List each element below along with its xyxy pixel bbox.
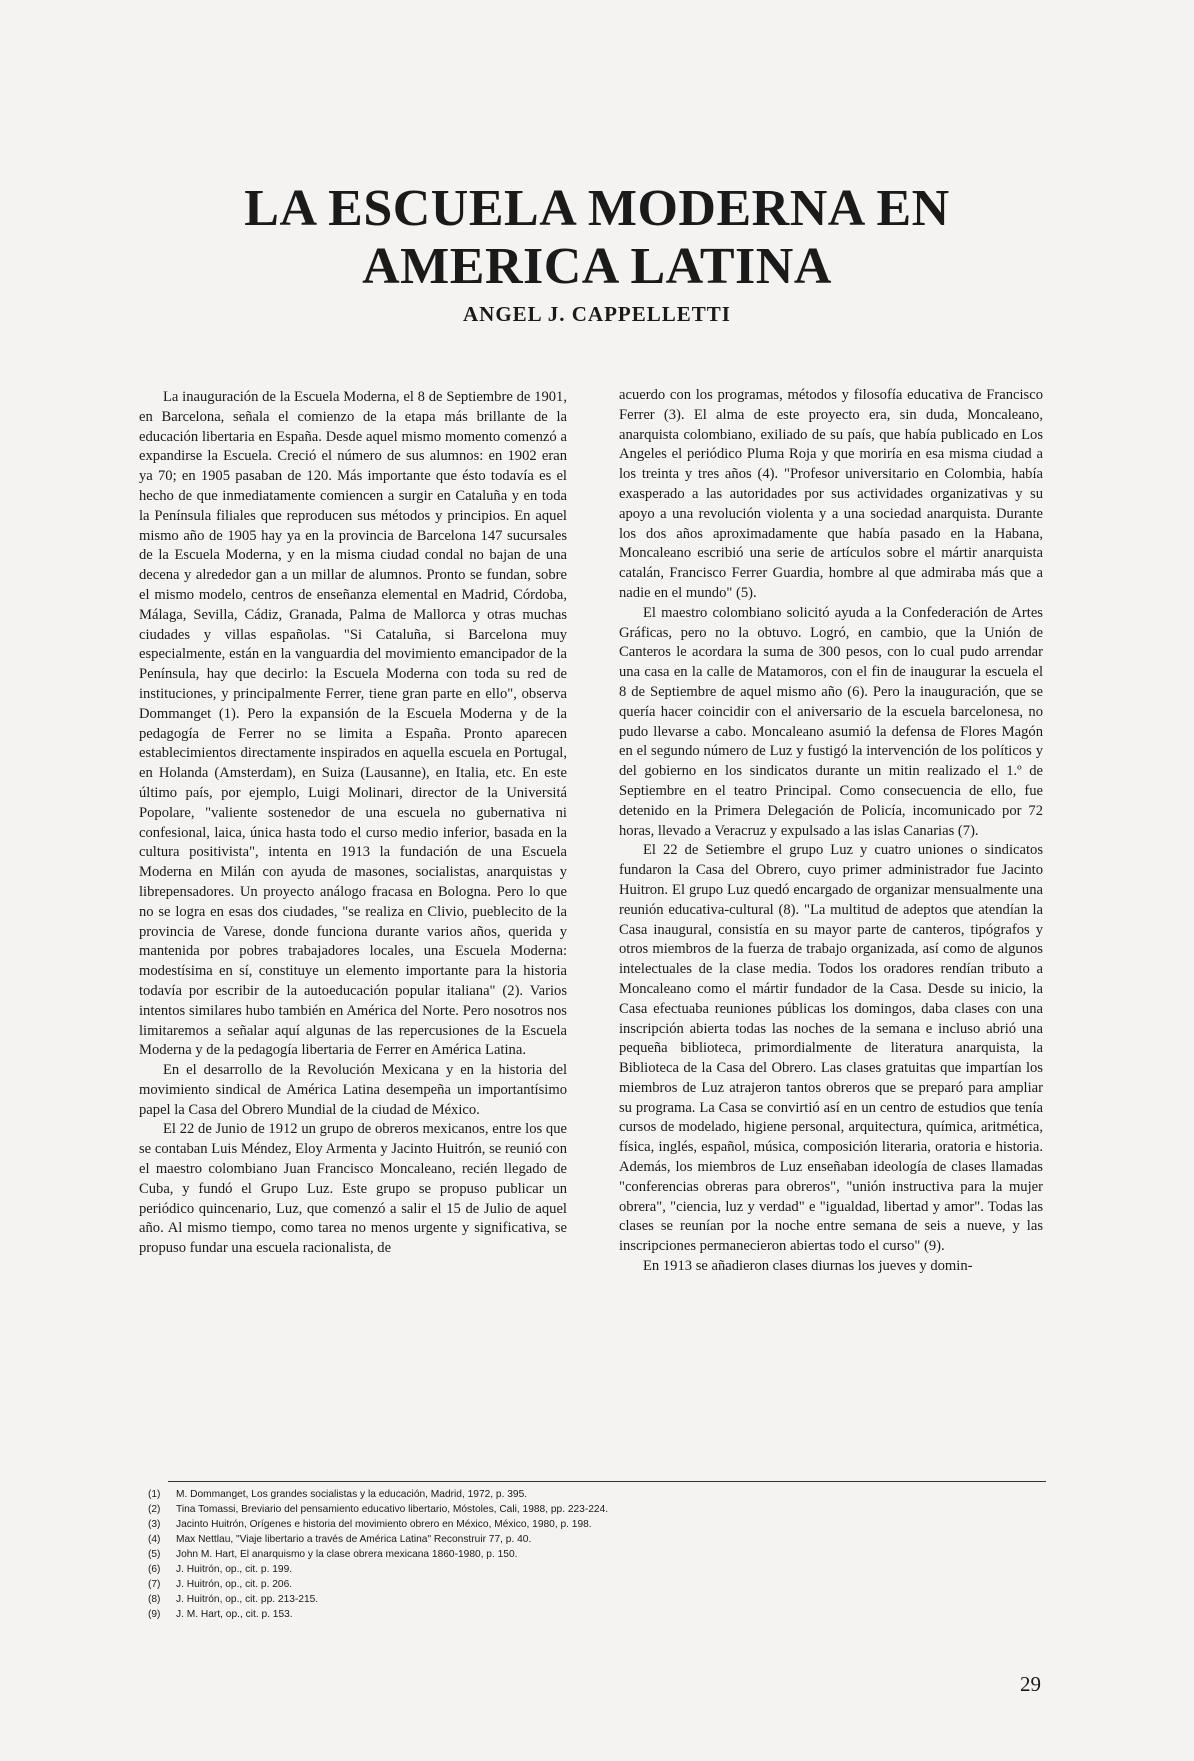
footnote-text: M. Dommanget, Los grandes socialistas y la educación, Madrid, 1972, p. 395.: [176, 1489, 528, 1500]
footnote-text: Tina Tomassi, Breviario del pensamiento educativo libertario, Móstoles, Cali, 1988, pp. 223-224.: [176, 1504, 609, 1515]
right-column: [619, 386, 1043, 1277]
footnote: [148, 1592, 1048, 1607]
footnote: [148, 1547, 1048, 1562]
footnote-number: (9): [148, 1609, 161, 1620]
footnote-text: J. M. Hart, op., cit. p. 153.: [176, 1609, 293, 1620]
footnote: [148, 1487, 1048, 1502]
left-paragraph-1: La inauguración de la Escuela Moderna, el 8 de Septiembre de 1901, en Barcelona, señala el comienzo de la etapa más brillante de la educación libertaria en España. Desde aquel mismo momento comenzó a expandirse la Escuela. Creció el número de sus alumnos: en 1902 eran ya 70; en 1905 pasaban de 120. Más importante que ésto todavía es el hecho de que inmediatamente comiencen a surgir en Cataluña y en toda la Península filiales que reproducen sus métodos y principios. En aquel mismo año de 1905 hay ya en la provincia de Barcelona 147 sucursales de la Escuela Moderna, y en la misma ciudad condal no bajan de una decena y alrededor gan a un millar de alumnos. Pronto se fundan, sobre el mismo modelo, centros de enseñanza elemental en Madrid, Córdoba, Málaga, Sevilla, Cádiz, Granada, Palma de Mallorca y otras muchas ciudades y villas españolas. "Si Cataluña, si Barcelona muy especialmente, están en la vanguardia del movimiento emancipador de la Península, hay que decirlo: la Escuela Moderna con toda su red de instituciones, y principalmente Ferrer, tiene gran parte en ello", observa Dommanget (1). Pero la expansión de la Escuela Moderna y de la pedagogía de Ferrer no se limita a España. Pronto aparecen establecimientos directamente inspirados en aquella escuela en Portugal, en Holanda (Amsterdam), en Suiza (Lausanne), en Italia, etc. En este último país, por ejemplo, Luigi Molinari, director de la Universitá Popolare, "valiente sostenedor de una escuela no gubernativa ni confesional, laica, única hasta todo el curso medio inferior, basada en la cultura positivista", intenta en 1913 la fundación de una Escuela Moderna en Milán con ayuda de masones, socialistas, anarquistas y librepensadores. Un proyecto análogo fracasa en Bologna. Pero lo que no se logra en esas dos ciudades, "se realiza en Clivio, pueblecito de la provincia de Varese, donde funciona durante varios años, querida y mantenida por pobres trabajadores locales, una Escuela Moderna: modestísima en sí, constituye un elemento importante para la historia todavía por escribir de la autoeducación popular italiana" (2). Varios intentos similares hubo también en América del Norte. Pero nosotros nos limitaremos a señalar aquí algunas de las repercusiones de la Escuela Moderna y de la pedagogía libertaria de Ferrer en América Latina.: [139, 389, 567, 1059]
footnote-text: Jacinto Huitrón, Orígenes e historia del movimiento obrero en México, México, 1980, p. 198.: [176, 1519, 592, 1530]
footnote: [148, 1517, 1048, 1532]
footnote-text: J. Huitrón, op., cit. pp. 213-215.: [176, 1594, 319, 1605]
title-line-2: AMERICA LATINA: [362, 238, 832, 295]
page-number: 29: [1020, 1672, 1041, 1696]
footnote-number: (4): [148, 1534, 161, 1545]
footnote-number: (5): [148, 1549, 161, 1560]
footnote-number: (6): [148, 1564, 161, 1575]
left-paragraph-3: El 22 de Junio de 1912 un grupo de obreros mexicanos, entre los que se contaban Luis Méndez, Eloy Armenta y Jacinto Huitrón, se reunió con el maestro colombiano Juan Francisco Moncaleano, recién llegado de Cuba, y fundó el Grupo Luz. Este grupo se propuso publicar un periódico quincenario, Luz, que comenzó a salir el 15 de Julio de aquel año. Al mismo tiempo, como tarea no menos urgente y significativa, se propuso fundar una escuela racionalista, de: [139, 1121, 567, 1257]
footnote-number: (1): [148, 1489, 161, 1500]
footnote-number: (7): [148, 1579, 161, 1590]
footnote-number: (8): [148, 1594, 161, 1605]
right-paragraph-3: El 22 de Setiembre el grupo Luz y cuatro uniones o sindicatos fundaron la Casa del Obrero, cuyo primer administrador fue Jacinto Huitron. El grupo Luz quedó encargado de organizar mensualmente una reunión educativa-cultural (8). "La multitud de adeptos que atendían la Casa inaugural, consistía en su mayor parte de canteros, tipógrafos y otros miembros de la fuerza de trabajo organizada, así como de algunos intelectuales de la clase media. Todos los oradores rendían tributo a Moncaleano como el mártir fundador de la Casa. Desde su inicio, la Casa efectuaba reuniones públicas los domingos, daba clases con una inscripción abierta todas las noches de la semana e incluso abrió una pequeña biblioteca, primordialmente de literatura anarquista, la Biblioteca de la Casa del Obrero. Las clases gratuitas que impartían los miembros de Luz atrajeron tantos obreros que se preparó para ampliar su programa. La Casa se convirtió así en un centro de estudios que tenía cursos de modelado, higiene personal, arquitectura, química, aritmética, física, inglés, español, música, composición literaria, oratoria e historia. Además, los miembros de Luz enseñaban ideología de clases llamadas "conferencias obreras para obreros", "unión instructiva para la mujer obrera", "ciencia, luz y verdad" e "igualdad, libertad y amor". Todas las clases se reunían por la noche entre semana de seis a nueve, y las inscripciones permanecieron abiertas todo el curso" (9).: [619, 842, 1043, 1255]
footnote: [148, 1577, 1048, 1592]
left-column: [139, 388, 567, 1259]
footnote: [148, 1532, 1048, 1547]
right-paragraph-1: acuerdo con los programas, métodos y filosofía educativa de Francisco Ferrer (3). El alma de este proyecto era, sin duda, Moncaleano, anarquista colombiano, exiliado de su país, que había publicado en Los Angeles el periódico Pluma Roja y que moriría en esa misma ciudad a los treinta y tres años (4). "Profesor universitario en Colombia, había exasperado a las autoridades por sus actividades organizativas y su apoyo a una revolución violenta y a una sociedad anarquista. Durante los dos años aproximadamente que había pasado en la Habana, Moncaleano escribió una serie de artículos sobre el mártir anarquista catalán, Francisco Ferrer Guardia, hombre al que admiraba más que a nadie en el mundo" (5).: [619, 387, 1043, 601]
right-paragraph-4: En 1913 se añadieron clases diurnas los jueves y domin-: [643, 1258, 973, 1275]
footnote: [148, 1562, 1048, 1577]
article-title: [0, 180, 1194, 296]
left-paragraph-2: En el desarrollo de la Revolución Mexicana y en la historia del movimiento sindical de América Latina desempeña un importantísimo papel la Casa del Obrero Mundial de la ciudad de México.: [139, 1062, 567, 1118]
footnotes-list: [148, 1487, 1048, 1622]
footnote-number: (2): [148, 1504, 161, 1515]
article-author: ANGEL J. CAPPELLETTI: [463, 302, 731, 326]
footnote-divider: [168, 1481, 1046, 1482]
title-line-1: LA ESCUELA MODERNA EN: [244, 180, 950, 237]
footnote-text: Max Nettlau, "Viaje libertario a través de América Latina" Reconstruir 77, p. 40.: [176, 1534, 532, 1545]
footnote-text: J. Huitrón, op., cit. p. 206.: [176, 1579, 293, 1590]
footnote-text: J. Huitrón, op., cit. p. 199.: [176, 1564, 293, 1575]
footnote-text: John M. Hart, El anarquismo y la clase obrera mexicana 1860-1980, p. 150.: [176, 1549, 518, 1560]
footnote: [148, 1502, 1048, 1517]
footnote: [148, 1607, 1048, 1622]
footnote-number: (3): [148, 1519, 161, 1530]
right-paragraph-2: El maestro colombiano solicitó ayuda a la Confederación de Artes Gráficas, pero no la obtuvo. Logró, en cambio, que la Unión de Canteros le acordara la suma de 300 pesos, con lo cual pudo arrendar una casa en la calle de Matamoros, con el fin de inaugurar la escuela el 8 de Septiembre de aquel mismo año (6). Pero la inauguración, que se quería hacer coincidir con el aniversario de la escuela barcelonesa, no pudo llevarse a cabo. Moncaleano asumió la defensa de Flores Magón en el segundo número de Luz y fustigó la intervención de los políticos y del gobierno en los sindicatos durante un mitin realizado el 1.º de Septiembre en el teatro Principal. Como consecuencia de ello, fue detenido en la Primera Delegación de Policía, incomunicado por 72 horas, llevado a Veracruz y expulsado a las islas Canarias (7).: [619, 604, 1043, 839]
